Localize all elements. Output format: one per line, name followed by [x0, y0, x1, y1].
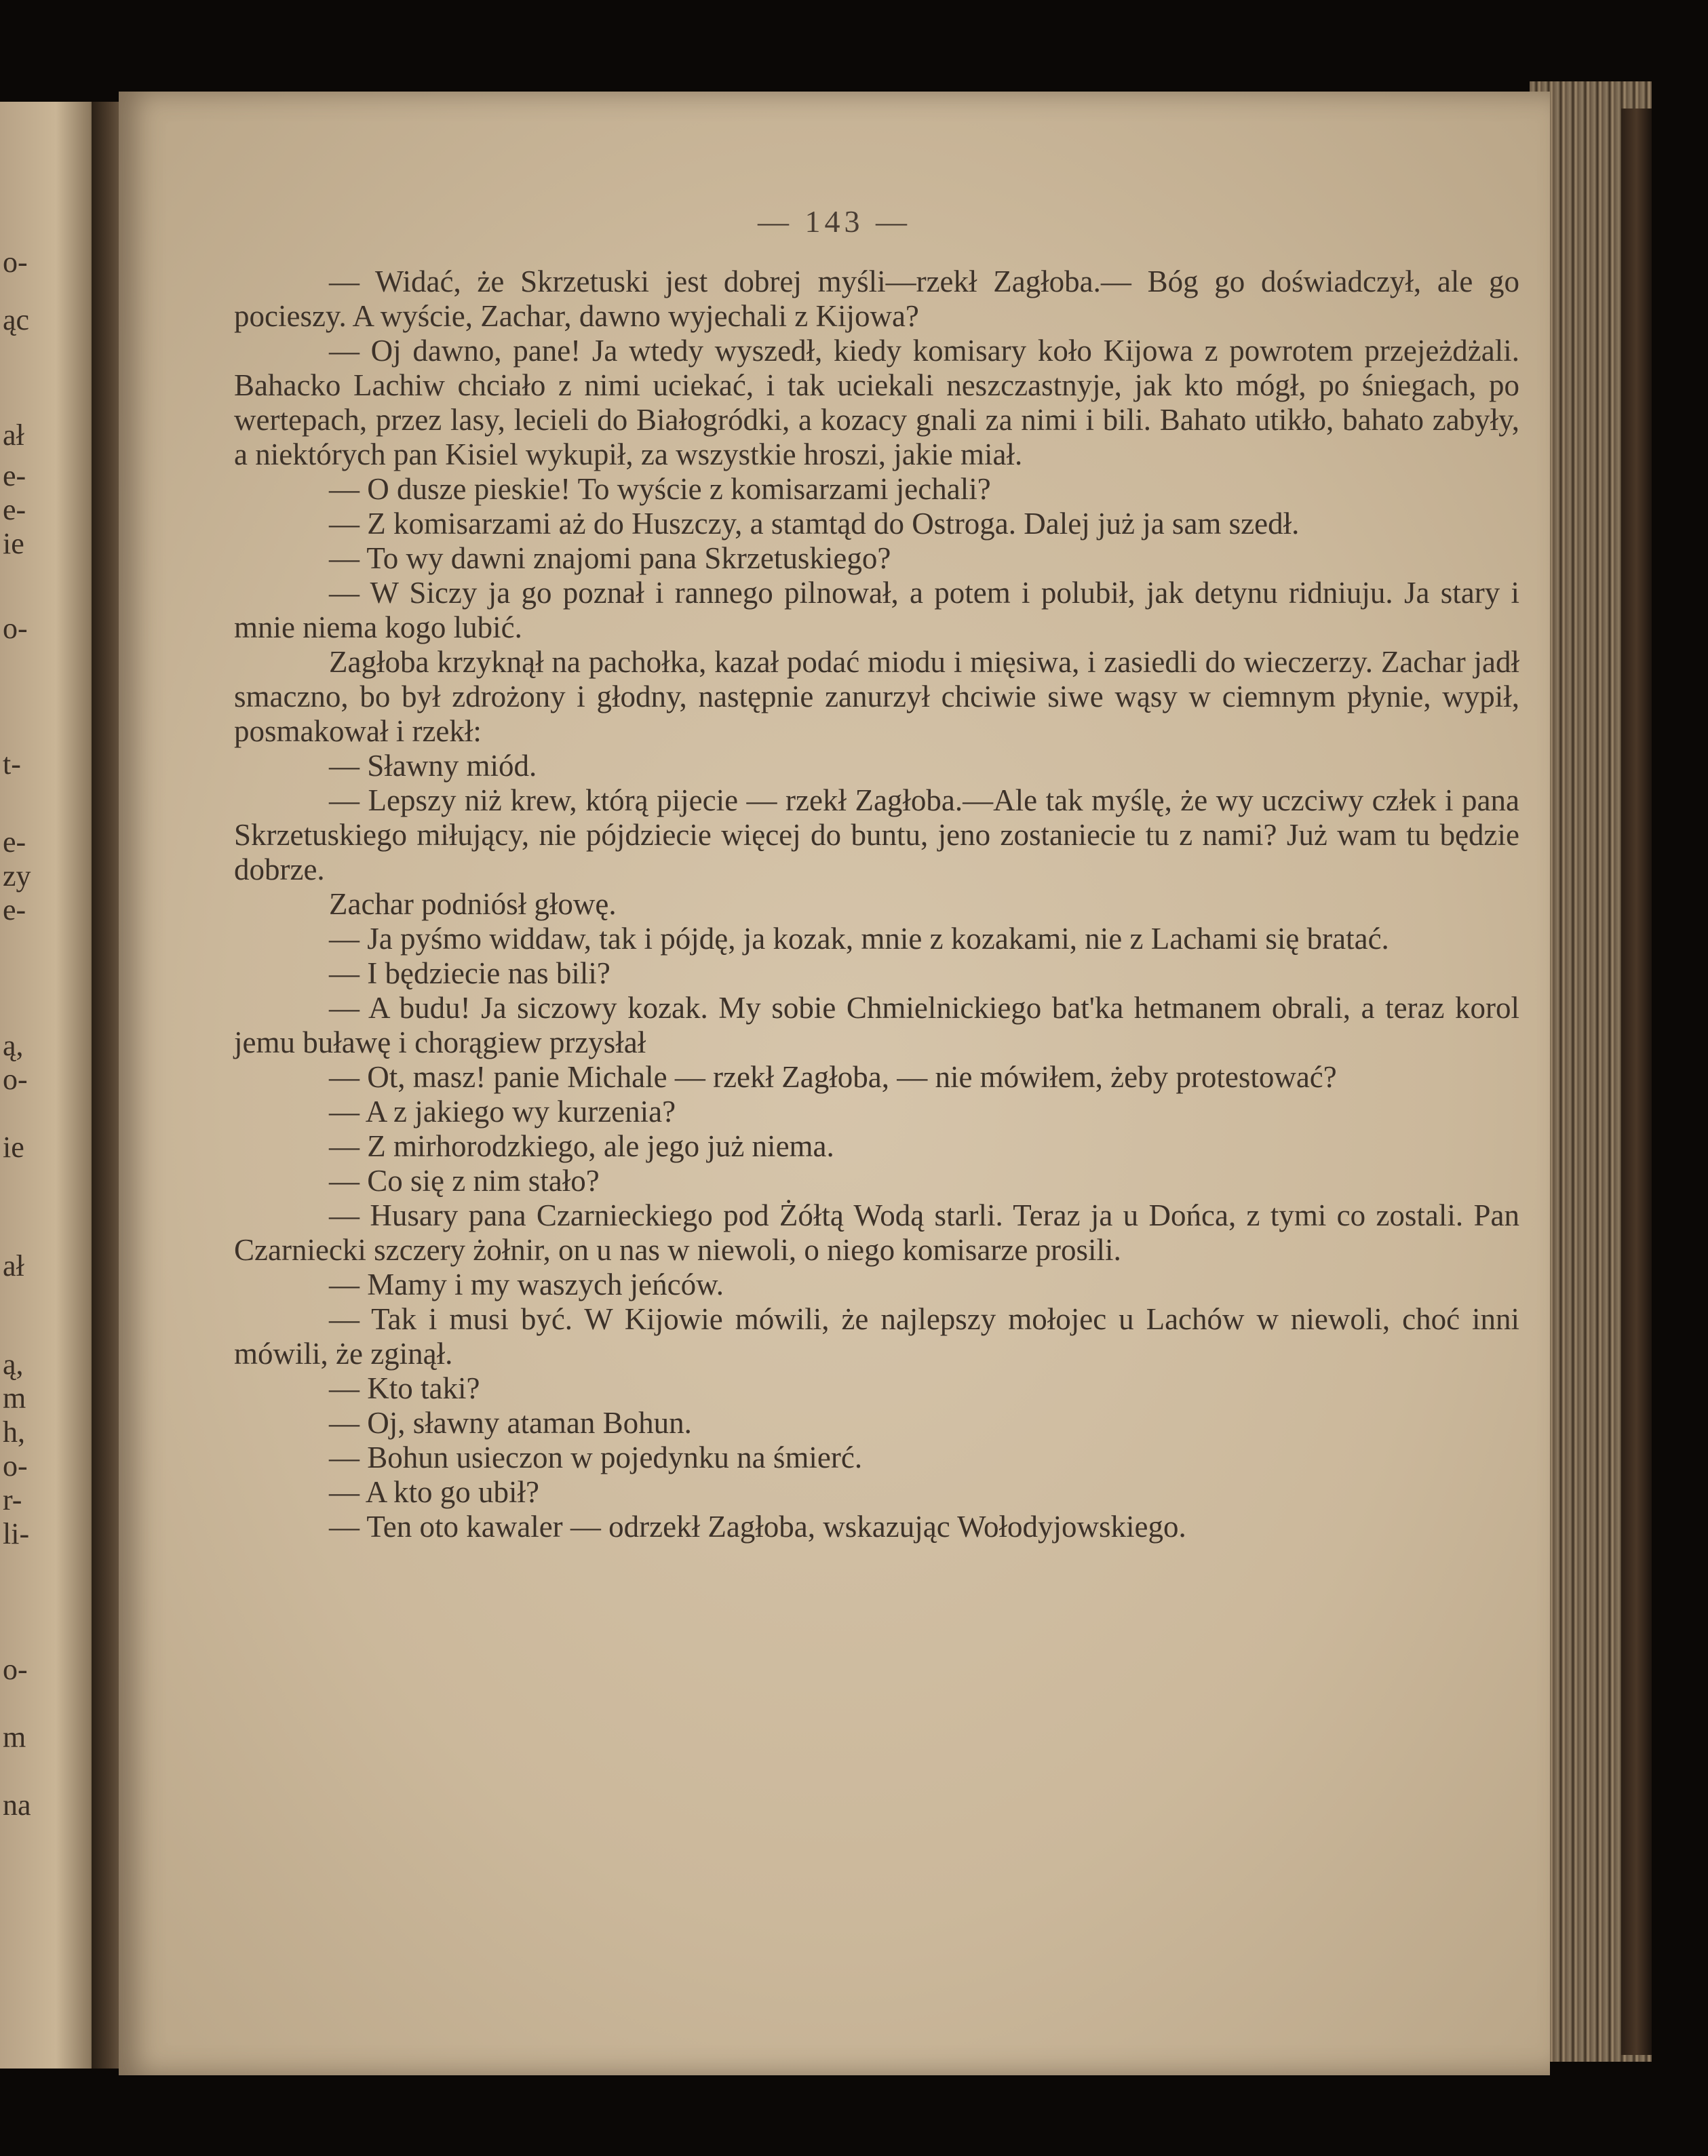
- paragraph: — I będziecie nas bili?: [329, 956, 610, 990]
- paragraph: Zachar podniósł głowę.: [329, 887, 617, 921]
- paragraph: — Oj, sławny ataman Bohun.: [329, 1406, 692, 1440]
- left-page-fragment: ą,: [3, 1348, 24, 1381]
- left-page-fragment: ie: [3, 527, 24, 560]
- paragraph: — Ten oto kawaler — odrzekł Zagłoba, wskazując Wołodyjowskiego.: [329, 1510, 1186, 1544]
- paragraph: — Oj dawno, pane! Ja wtedy wyszedł, kiedy komisary koło Kijowa z powrotem przejeżdżali. Bahacko Lachiw chciało z nimi uciekać, i tak uciekali neszczastnyje, jak kto mógł, po śniegach, po wertepach, przez lasy, lecieli do Białogródki, a kozacy gnali za nimi i bili. Bahato utikło, bahato zabyły, a niektórych pan Kisiel wykupił, za wszystkie hroszi, jakie miał.: [234, 334, 1519, 471]
- page-number: — 143 —: [758, 204, 911, 239]
- paragraph: — Ot, masz! panie Michale — rzekł Zagłoba, — nie mówiłem, żeby protestować?: [329, 1060, 1337, 1094]
- paragraph: — Kto taki?: [329, 1371, 480, 1405]
- page-text: [234, 264, 1519, 1544]
- paragraph: — To wy dawni znajomi pana Skrzetuskiego?: [329, 541, 891, 575]
- left-page-fragment: r-: [3, 1483, 22, 1516]
- paragraph: — Z komisarzami aż do Huszczy, a stamtąd do Ostroga. Dalej już ja sam szedł.: [329, 507, 1300, 541]
- left-page-fragment: o-: [3, 1449, 28, 1483]
- paragraph: — A kto go ubił?: [329, 1475, 540, 1509]
- paragraph: — A z jakiego wy kurzenia?: [329, 1095, 676, 1129]
- paragraph: — Widać, że Skrzetuski jest dobrej myśli—rzekł Zagłoba.— Bóg go doświadczył, ale go pocieszy. A wyście, Zachar, dawno wyjechali z Kijowa?: [234, 264, 1519, 333]
- left-page-fragment: ą,: [3, 1029, 24, 1062]
- left-page-fragment: e-: [3, 825, 26, 859]
- paragraph: — Z mirhorodzkiego, ale jego już niema.: [329, 1129, 834, 1163]
- left-page-fragment: o-: [3, 1653, 28, 1686]
- left-page-fragment: ąc: [3, 303, 30, 336]
- left-page-fragment: e-: [3, 459, 26, 492]
- left-page-fragment: o-: [3, 612, 28, 645]
- book-page: [119, 92, 1550, 2075]
- left-page-fragment: o-: [3, 1063, 28, 1096]
- paragraph: — Tak i musi być. W Kijowie mówili, że najlepszy mołojec u Lachów w niewoli, choć inni mówili, że zginął.: [234, 1302, 1519, 1371]
- paragraph: — Husary pana Czarnieckiego pod Żółtą Wodą starli. Teraz ja u Dońca, z tymi co zostali. Pan Czarniecki szczery żołnir, on u nas w niewoli, o niego komisarze prosili.: [234, 1198, 1519, 1267]
- paragraph: — A budu! Ja siczowy kozak. My sobie Chmielnickiego bat'ka hetmanem obrali, a teraz korol jemu buławę i chorągiew przysłał: [234, 991, 1519, 1059]
- left-page-fragment: na: [3, 1788, 31, 1822]
- left-page-fragment: h,: [3, 1415, 25, 1449]
- left-page-fragment: li-: [3, 1517, 30, 1550]
- paragraph: — Mamy i my waszych jeńców.: [329, 1268, 724, 1301]
- left-page-fragment: e-: [3, 893, 26, 926]
- paragraph: — Ja pyśmo widdaw, tak i pójdę, ja kozak, mnie z kozakami, nie z Lachami się bratać.: [329, 922, 1389, 956]
- left-page-fragment: m: [3, 1381, 26, 1415]
- left-page-fragment: ał: [3, 418, 24, 452]
- left-page-fragment: ie: [3, 1131, 24, 1164]
- paragraph: — Sławny miód.: [329, 749, 537, 783]
- left-page-fragment: e-: [3, 493, 26, 526]
- paragraph: — Co się z nim stało?: [329, 1164, 600, 1198]
- paragraph: — O dusze pieskie! To wyście z komisarzami jechali?: [329, 472, 991, 506]
- paragraph: Zagłoba krzyknął na pachołka, kazał podać miodu i mięsiwa, i zasiedli do wieczerzy. Zachar jadł smaczno, bo był zdrożony i głodny, następnie zanurzył chciwie siwe wąsy w ciemnym płynie, wypił, posmakował i rzekł:: [234, 645, 1519, 748]
- left-page-fragment: ał: [3, 1249, 24, 1282]
- left-page-fragment: t-: [3, 747, 21, 781]
- paragraph: — W Siczy ja go poznał i rannego pilnował, a potem i polubił, jak detynu ridniuju. Ja stary i mnie niema kogo lubić.: [234, 576, 1519, 644]
- left-page-fragment: m: [3, 1721, 26, 1754]
- paragraph: — Bohun usieczon w pojedynku na śmierć.: [329, 1440, 863, 1474]
- left-page-edge: [0, 102, 102, 2069]
- book-cover-edge: [1621, 109, 1652, 2055]
- left-page-fragment: o-: [3, 246, 28, 279]
- left-page-fragment: zy: [3, 859, 31, 893]
- paragraph: — Lepszy niż krew, którą pijecie — rzekł Zagłoba.—Ale tak myślę, że wy uczciwy człek i pana Skrzetuskiego miłujący, nie pójdziecie więcej do buntu, jeno zostaniecie tu z nami? Już wam tu będzie dobrze.: [234, 783, 1519, 886]
